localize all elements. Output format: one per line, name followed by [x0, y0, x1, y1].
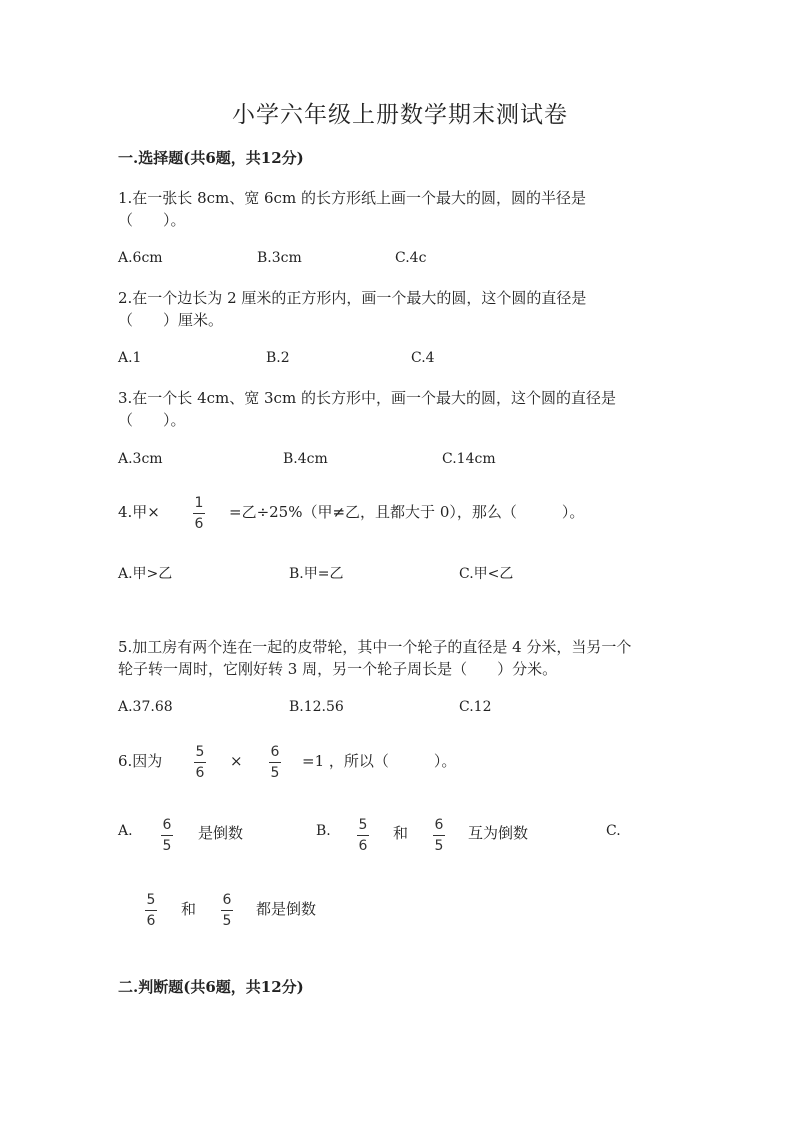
- question-1-option-a: A.6cm: [118, 250, 163, 266]
- fraction-numerator: 5: [146, 892, 156, 908]
- question-2-line-1: 2.在一个边长为 2 厘米的正方形内，画一个最大的圆，这个圆的直径是: [118, 289, 587, 307]
- fraction-numerator: 6: [434, 817, 444, 833]
- question-6-option-c-and: 和: [181, 900, 197, 918]
- fraction-numerator: 5: [358, 817, 368, 833]
- fraction-numerator: 6: [270, 744, 280, 760]
- question-6-option-b-fraction-1: [355, 817, 371, 854]
- question-5-option-a: A.37.68: [118, 699, 173, 715]
- fraction-numerator: 1: [194, 495, 204, 511]
- question-2-option-a: A.1: [118, 350, 142, 366]
- question-3-line-1: 3.在一个长 4cm、宽 3cm 的长方形中，画一个最大的圆，这个圆的直径是: [118, 389, 616, 407]
- fraction-denominator: 6: [146, 913, 156, 929]
- fraction-denominator: 6: [358, 838, 368, 854]
- question-2-option-b: B.2: [266, 350, 290, 366]
- page-title: 小学六年级上册数学期末测试卷: [232, 102, 568, 128]
- question-4-option-a: A.甲>乙: [118, 566, 173, 582]
- fraction-denominator: 6: [194, 516, 204, 532]
- question-6-option-a-fraction: [159, 817, 175, 854]
- question-1-option-b: B.3cm: [257, 250, 302, 266]
- question-5-line-2: 轮子转一周时，它刚好转 3 周，另一个轮子周长是（ ）分米。: [118, 660, 558, 678]
- question-2-option-c: C.4: [411, 350, 435, 366]
- question-3-option-a: A.3cm: [118, 451, 163, 467]
- question-1-option-c: C.4c: [395, 250, 427, 266]
- fraction-bar: [269, 762, 281, 763]
- question-4-suffix: =乙÷25%（甲≠乙，且都大于 0），那么（ ）。: [229, 503, 585, 521]
- question-6-option-c-label: C.: [606, 823, 621, 839]
- section-judgment-heading: 二.判断题(共6题，共12分): [118, 978, 304, 996]
- question-6-option-b-label: B.: [316, 823, 331, 839]
- fraction-denominator: 5: [162, 838, 172, 854]
- question-6-option-b-and: 和: [393, 824, 409, 842]
- question-3-option-b: B.4cm: [283, 451, 328, 467]
- fraction-numerator: 6: [222, 892, 232, 908]
- question-6-option-c-fraction-2: [219, 892, 235, 929]
- fraction-denominator: 5: [434, 838, 444, 854]
- question-5-option-c: C.12: [459, 699, 492, 715]
- question-5-line-1: 5.加工房有两个连在一起的皮带轮，其中一个轮子的直径是 4 分米，当另一个: [118, 638, 632, 656]
- question-2-line-2: （ ）厘米。: [118, 311, 224, 329]
- question-6-option-c-text: 都是倒数: [256, 900, 317, 918]
- fraction-denominator: 5: [222, 913, 232, 929]
- question-4-option-c: C.甲<乙: [459, 566, 514, 582]
- times-sign: ×: [230, 752, 243, 770]
- fraction-denominator: 6: [195, 765, 205, 781]
- question-6-option-a-label: A.: [118, 823, 133, 839]
- fraction-bar: [161, 835, 173, 836]
- fraction-numerator: 6: [162, 817, 172, 833]
- question-6-option-c-fraction-1: [143, 892, 159, 929]
- question-5-option-b: B.12.56: [289, 699, 344, 715]
- question-6-fraction-2: [267, 744, 283, 781]
- section-choice-heading: 一.选择题(共6题，共12分): [118, 149, 304, 167]
- fraction-bar: [357, 835, 369, 836]
- fraction-bar: [433, 835, 445, 836]
- fraction-bar: [145, 910, 157, 911]
- fraction-bar: [194, 762, 206, 763]
- question-6-prefix: 6.因为: [118, 752, 163, 770]
- question-6-suffix: =1 ，所以（ ）。: [302, 752, 457, 770]
- question-6-option-b-fraction-2: [431, 817, 447, 854]
- question-4-prefix: 4.甲×: [118, 503, 160, 521]
- question-6-option-b-text: 互为倒数: [468, 824, 529, 842]
- question-6-fraction-1: [192, 744, 208, 781]
- fraction-numerator: 5: [195, 744, 205, 760]
- question-4-fraction: [191, 495, 207, 532]
- question-3-line-2: （ ）。: [118, 411, 186, 429]
- question-4-option-b: B.甲=乙: [289, 566, 344, 582]
- question-6-option-a-text: 是倒数: [198, 824, 244, 842]
- fraction-bar: [193, 513, 205, 514]
- question-1-line-2: （ ）。: [118, 211, 186, 229]
- question-1-line-1: 1.在一张长 8cm、宽 6cm 的长方形纸上画一个最大的圆，圆的半径是: [118, 189, 586, 207]
- question-3-option-c: C.14cm: [442, 451, 496, 467]
- fraction-bar: [221, 910, 233, 911]
- fraction-denominator: 5: [270, 765, 280, 781]
